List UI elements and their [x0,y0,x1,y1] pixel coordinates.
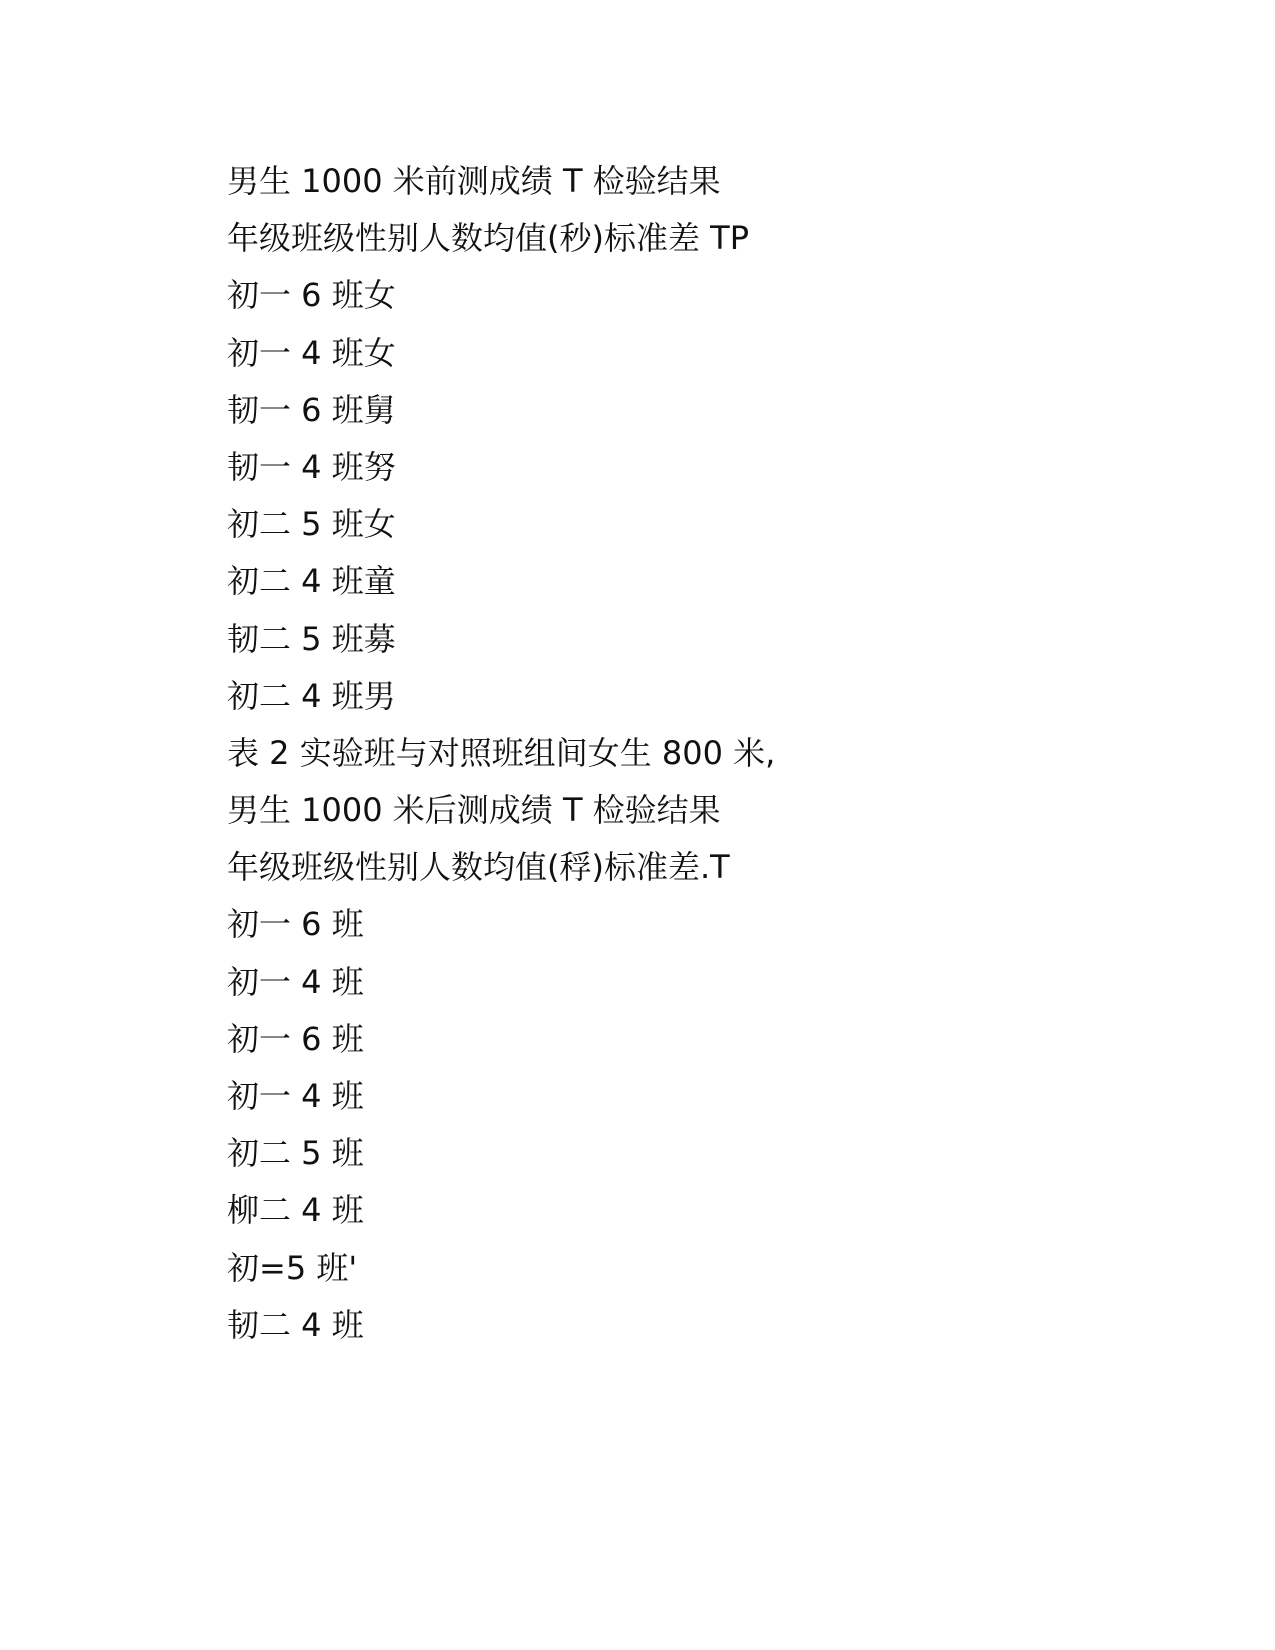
table1-row: 韧一 6 班舅 [227,390,396,429]
table2-header-row: 年级班级性别人数均值(稃)标准差.T [227,848,730,887]
table2-row: 初一 6 班 [227,905,364,944]
table2-title: 表 2 实验班与对照班组间女生 800 米, [227,733,776,772]
table2-row: 初一 6 班 [227,1019,364,1058]
table2-row: 初=5 班' [227,1248,358,1287]
table2-row: 初一 4 班 [227,962,364,1001]
table2-row: 初二 5 班 [227,1134,364,1173]
table2-row: 柳二 4 班 [227,1191,364,1230]
table1-row: 韧二 5 班募 [227,619,396,658]
table1-title-continuation: 男生 1000 米前测成绩 T 检验结果 [227,162,721,200]
table1-row: 初二 5 班女 [227,505,396,544]
table1-row: 初二 4 班男 [227,676,396,715]
table2-row: 韧二 4 班 [227,1305,364,1344]
table2-row: 初一 4 班 [227,1077,364,1115]
table1-row: 初一 6 班女 [227,276,396,315]
table1-row: 初一 4 班女 [227,333,396,372]
document-text-block [227,153,1177,1354]
table1-row: 韧一 4 班努 [227,447,396,486]
table2-title-continuation: 男生 1000 米后测成绩 T 检验结果 [227,791,721,830]
table1-row: 初二 4 班童 [227,562,396,601]
table1-header-row: 年级班级性别人数均值(秒)标准差 TP [227,219,749,258]
